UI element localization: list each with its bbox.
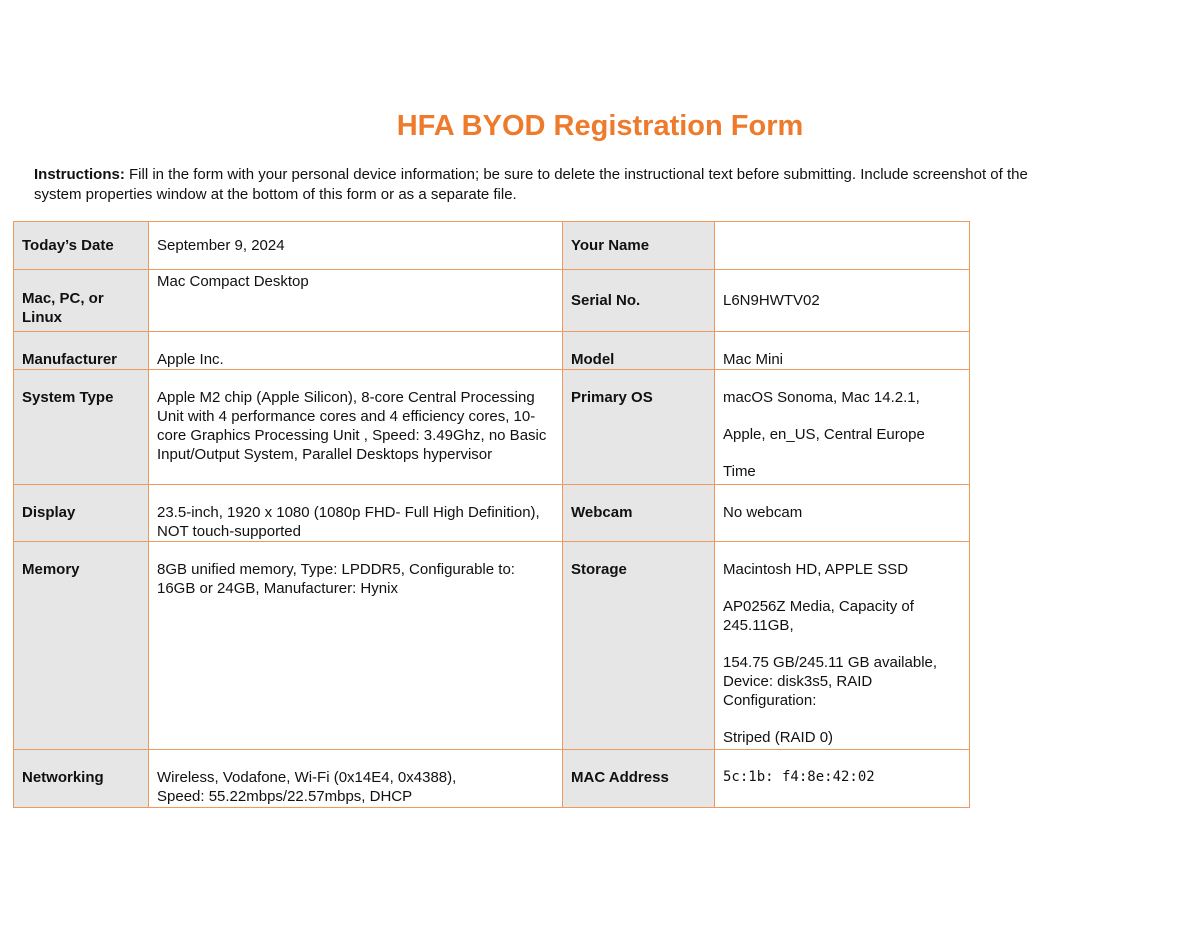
value-model[interactable]: Mac Mini (715, 332, 970, 370)
row-manufacturer-model (14, 332, 970, 370)
value-todays-date[interactable]: September 9, 2024 (149, 222, 563, 270)
form-title: HFA BYOD Registration Form (396, 110, 804, 142)
storage-line: Striped (RAID 0) (723, 729, 834, 746)
label-your-name: Your Name (563, 222, 715, 270)
label-display: Display (14, 485, 149, 542)
primary-os-line: Apple, en_US, Central Europe (723, 426, 925, 443)
value-your-name[interactable] (715, 222, 970, 270)
label-todays-date: Today’s Date (14, 222, 149, 270)
value-platform[interactable]: Mac Compact Desktop (149, 270, 563, 332)
primary-os-line: Time (723, 463, 756, 480)
networking-line: Speed: 55.22mbps/22.57mbps, DHCP (157, 788, 413, 805)
value-serial-no[interactable]: L6N9HWTV02 (715, 270, 970, 332)
label-mac-address: MAC Address (563, 750, 715, 808)
storage-line: Macintosh HD, APPLE SSD (723, 561, 909, 578)
label-webcam: Webcam (563, 485, 715, 542)
label-memory: Memory (14, 542, 149, 750)
row-systemtype-os (14, 370, 970, 485)
label-manufacturer: Manufacturer (14, 332, 149, 370)
value-manufacturer[interactable]: Apple Inc. (149, 332, 563, 370)
row-display-webcam (14, 485, 970, 542)
row-date-name (14, 222, 970, 270)
label-serial-no: Serial No. (563, 270, 715, 332)
label-platform: Mac, PC, or Linux (14, 270, 149, 332)
label-networking: Networking (14, 750, 149, 808)
registration-table (13, 221, 970, 808)
storage-line: 154.75 GB/245.11 GB available, Device: disk3s5, RAID Configuration: (723, 654, 938, 709)
value-memory[interactable]: 8GB unified memory, Type: LPDDR5, Configurable to: 16GB or 24GB, Manufacturer: Hynix (149, 542, 563, 750)
row-platform-serial (14, 270, 970, 332)
instructions (34, 165, 1034, 205)
row-networking-mac (14, 750, 970, 808)
instructions-text: Fill in the form with your personal device information; be sure to delete the instructional text before submitting. Include screenshot of the system properties window at the bottom of this form or as a separate file. (34, 166, 1028, 203)
instructions-label: Instructions: (34, 166, 125, 183)
value-networking[interactable] (149, 750, 563, 808)
value-primary-os[interactable] (715, 370, 970, 485)
networking-line: Wireless, Vodafone, Wi-Fi (0x14E4, 0x4388), (157, 769, 457, 786)
value-webcam[interactable]: No webcam (715, 485, 970, 542)
label-model: Model (563, 332, 715, 370)
value-storage[interactable] (715, 542, 970, 750)
storage-line: AP0256Z Media, Capacity of 245.11GB, (723, 598, 914, 634)
label-primary-os: Primary OS (563, 370, 715, 485)
label-storage: Storage (563, 542, 715, 750)
row-memory-storage (14, 542, 970, 750)
value-system-type[interactable]: Apple M2 chip (Apple Silicon), 8-core Central Processing Unit with 4 performance cores and 4 efficiency cores, 10-core Graphics Processing Unit , Speed: 3.49Ghz, no Basic Input/Output System, Parallel Desktops hypervisor (149, 370, 563, 485)
label-system-type: System Type (14, 370, 149, 485)
value-mac-address[interactable]: 5c:1b: f4:8e:42:02 (715, 750, 970, 808)
value-display[interactable]: 23.5-inch, 1920 x 1080 (1080p FHD- Full High Definition), NOT touch-supported (149, 485, 563, 542)
primary-os-line: macOS Sonoma, Mac 14.2.1, (723, 389, 920, 406)
